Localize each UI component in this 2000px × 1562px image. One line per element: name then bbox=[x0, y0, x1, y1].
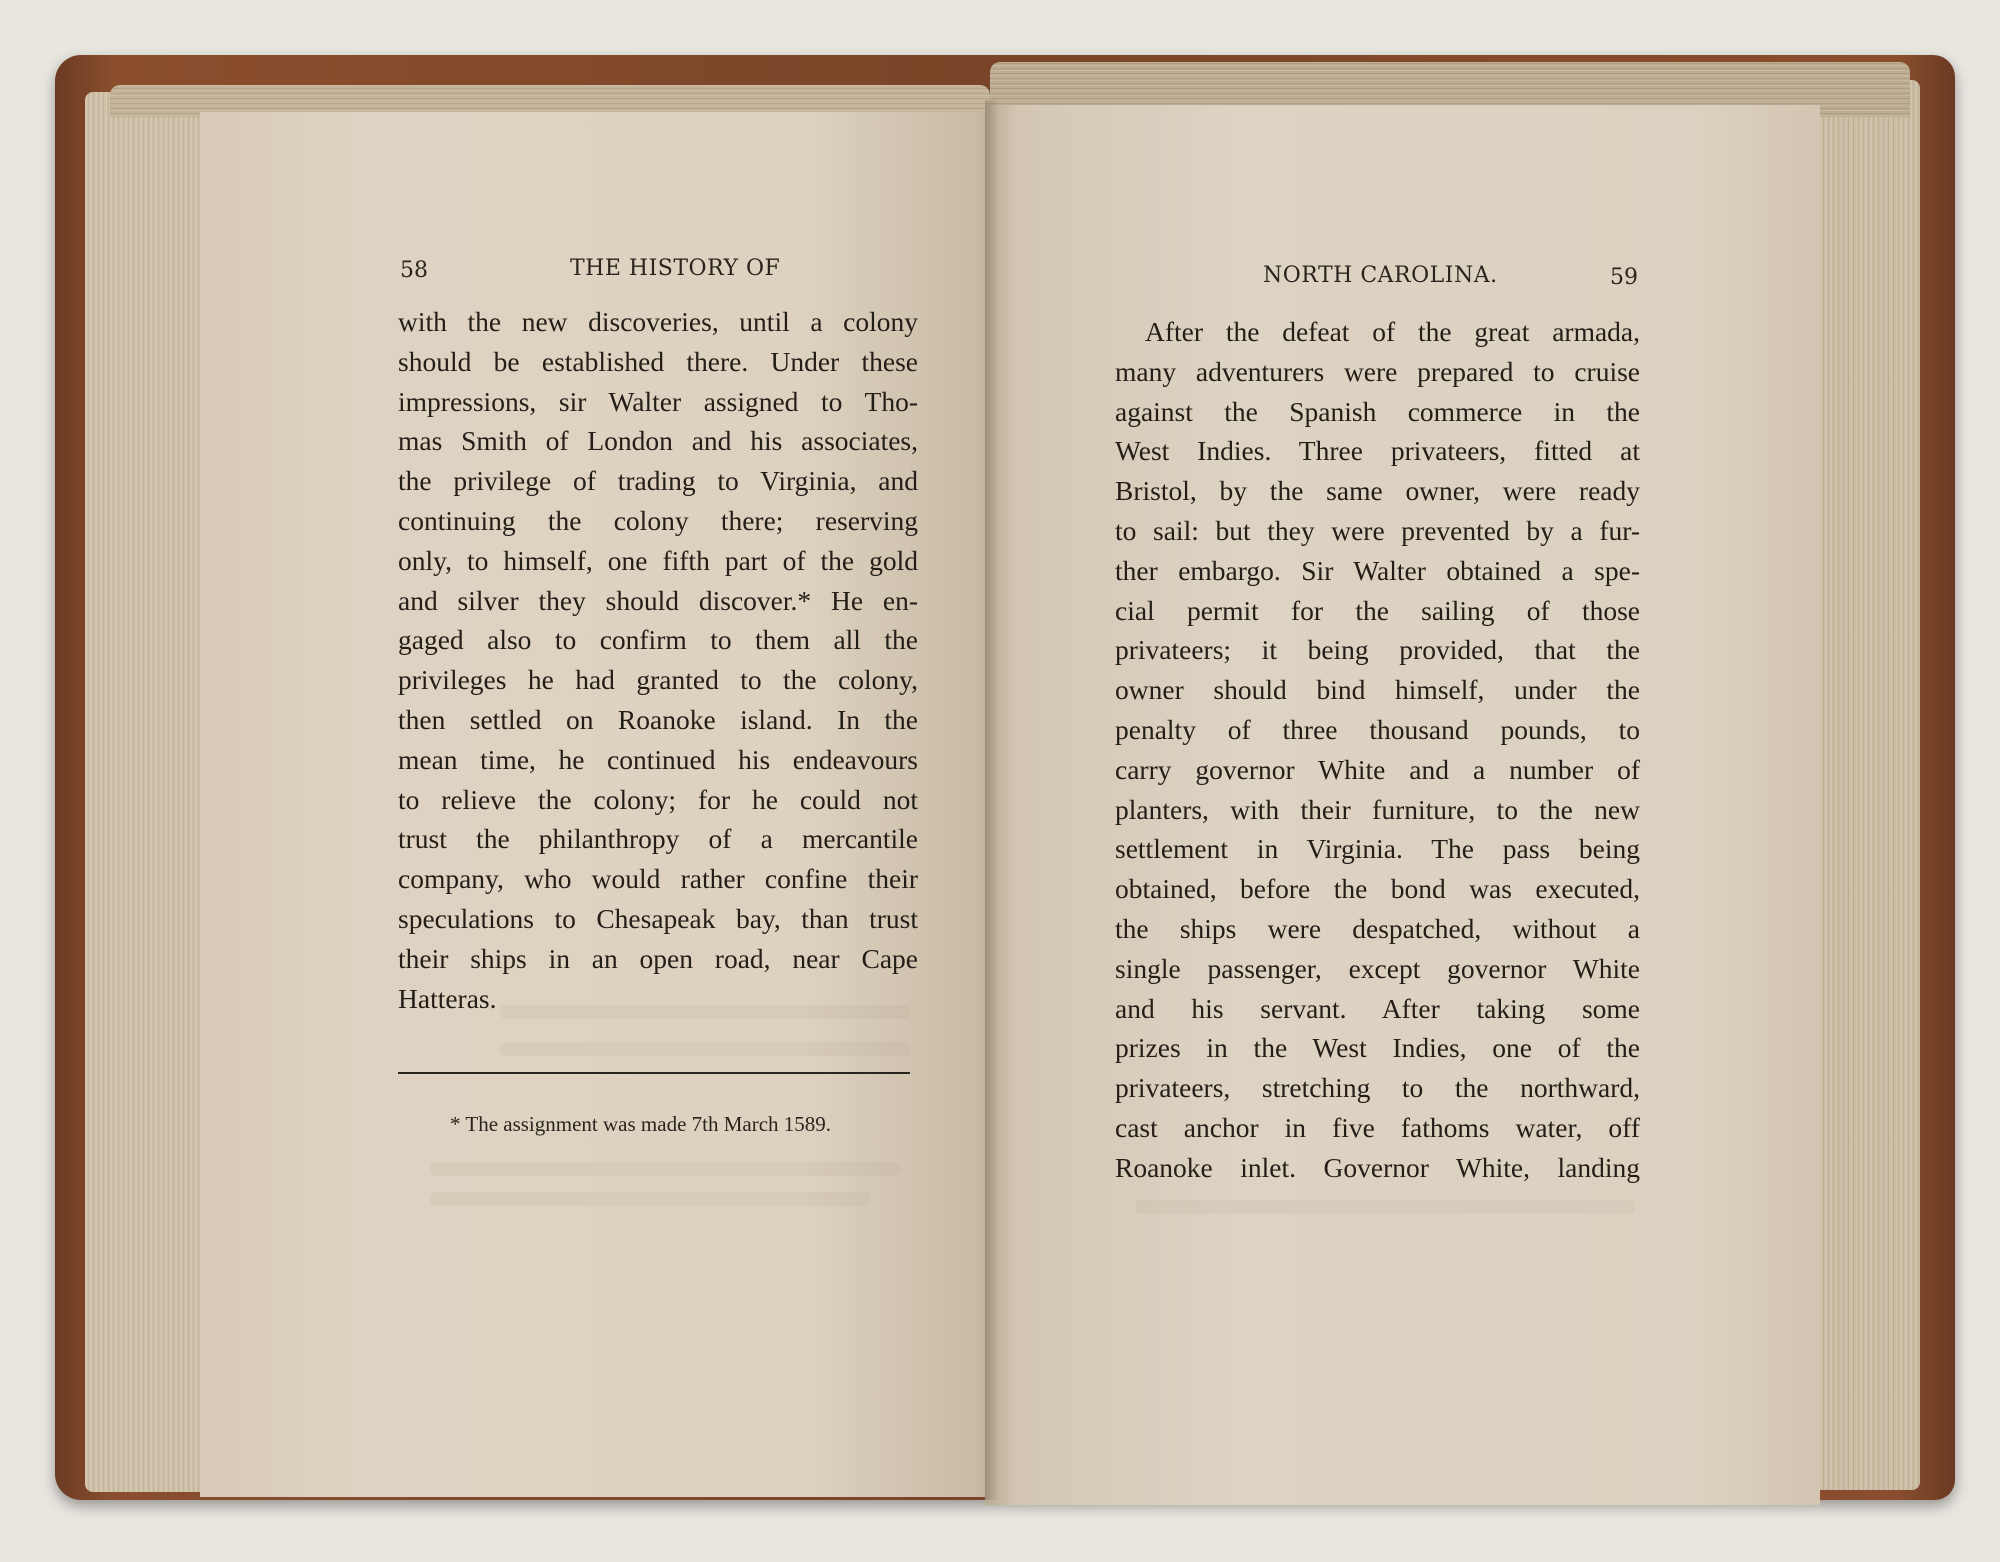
text-line: the ships were despatched, without a bbox=[1115, 912, 1640, 944]
text-line: impressions, sir Walter assigned to Tho- bbox=[398, 385, 918, 417]
right-page-number: 59 bbox=[1610, 265, 1638, 290]
text-line: ther embargo. Sir Walter obtained a spe- bbox=[1115, 554, 1640, 586]
text-line: and his servant. After taking some bbox=[1115, 992, 1640, 1024]
text-line: continuing the colony there; reserving bbox=[398, 504, 918, 536]
text-line: company, who would rather confine their bbox=[398, 863, 918, 895]
text-line: privileges he had granted to the colony, bbox=[398, 664, 918, 696]
text-line: cast anchor in five fathoms water, off bbox=[1115, 1111, 1640, 1143]
text-line: mas Smith of London and his associates, bbox=[398, 425, 918, 457]
text-line: privateers, stretching to the northward, bbox=[1115, 1072, 1640, 1104]
text-line: Hatteras. bbox=[398, 982, 497, 1014]
left-body-text bbox=[398, 302, 918, 1018]
right-running-head: NORTH CAROLINA. bbox=[1263, 263, 1498, 288]
text-line: gaged also to confirm to them all the bbox=[398, 624, 918, 656]
text-line: the privilege of trading to Virginia, and bbox=[398, 465, 918, 497]
text-line: prizes in the West Indies, one of the bbox=[1115, 1032, 1640, 1064]
text-line: their ships in an open road, near Cape bbox=[398, 942, 918, 974]
text-line: Bristol, by the same owner, were ready bbox=[1115, 475, 1640, 507]
footnote: * The assignment was made 7th March 1589. bbox=[450, 1112, 832, 1136]
text-line: obtained, before the bond was executed, bbox=[1115, 873, 1640, 905]
text-line: settlement in Virginia. The pass being bbox=[1115, 833, 1640, 865]
text-line: trust the philanthropy of a mercantile bbox=[398, 823, 918, 855]
text-line: cial permit for the sailing of those bbox=[1115, 594, 1640, 626]
text-line: West Indies. Three privateers, fitted at bbox=[1115, 435, 1640, 467]
text-line: to sail: but they were prevented by a fur- bbox=[1115, 514, 1640, 546]
text-line: with the new discoveries, until a colony bbox=[398, 306, 918, 337]
text-line: then settled on Roanoke island. In the bbox=[398, 703, 918, 735]
left-running-head: THE HISTORY OF bbox=[570, 256, 781, 281]
text-line: should be established there. Under these bbox=[398, 345, 918, 377]
right-body-text bbox=[1115, 312, 1640, 1188]
show-through bbox=[500, 1005, 910, 1019]
show-through bbox=[1135, 1200, 1635, 1214]
right-page bbox=[985, 105, 1820, 1505]
text-line: carry governor White and a number of bbox=[1115, 753, 1640, 785]
text-line: against the Spanish commerce in the bbox=[1115, 395, 1640, 427]
text-line: many adventurers were prepared to cruise bbox=[1115, 355, 1640, 387]
text-line: mean time, he continued his endeavours bbox=[398, 743, 918, 775]
show-through bbox=[500, 1042, 910, 1056]
text-line: After the defeat of the great armada, bbox=[1145, 316, 1640, 347]
left-page bbox=[200, 112, 1000, 1497]
show-through bbox=[430, 1162, 900, 1176]
text-line: privateers; it being provided, that the bbox=[1115, 634, 1640, 666]
footnote-rule bbox=[398, 1072, 910, 1074]
left-page-edges bbox=[85, 92, 205, 1492]
text-line: planters, with their furniture, to the new bbox=[1115, 793, 1640, 825]
text-line: Roanoke inlet. Governor White, landing bbox=[1115, 1151, 1640, 1183]
text-line: and silver they should discover.* He en- bbox=[398, 584, 918, 616]
text-line: penalty of three thousand pounds, to bbox=[1115, 713, 1640, 745]
text-line: only, to himself, one fifth part of the gold bbox=[398, 544, 918, 576]
book-gutter bbox=[985, 100, 999, 1500]
left-page-number: 58 bbox=[400, 258, 428, 283]
text-line: speculations to Chesapeak bay, than trust bbox=[398, 902, 918, 934]
text-line: single passenger, except governor White bbox=[1115, 952, 1640, 984]
show-through bbox=[430, 1192, 870, 1206]
text-line: to relieve the colony; for he could not bbox=[398, 783, 918, 815]
text-line: owner should bind himself, under the bbox=[1115, 674, 1640, 706]
